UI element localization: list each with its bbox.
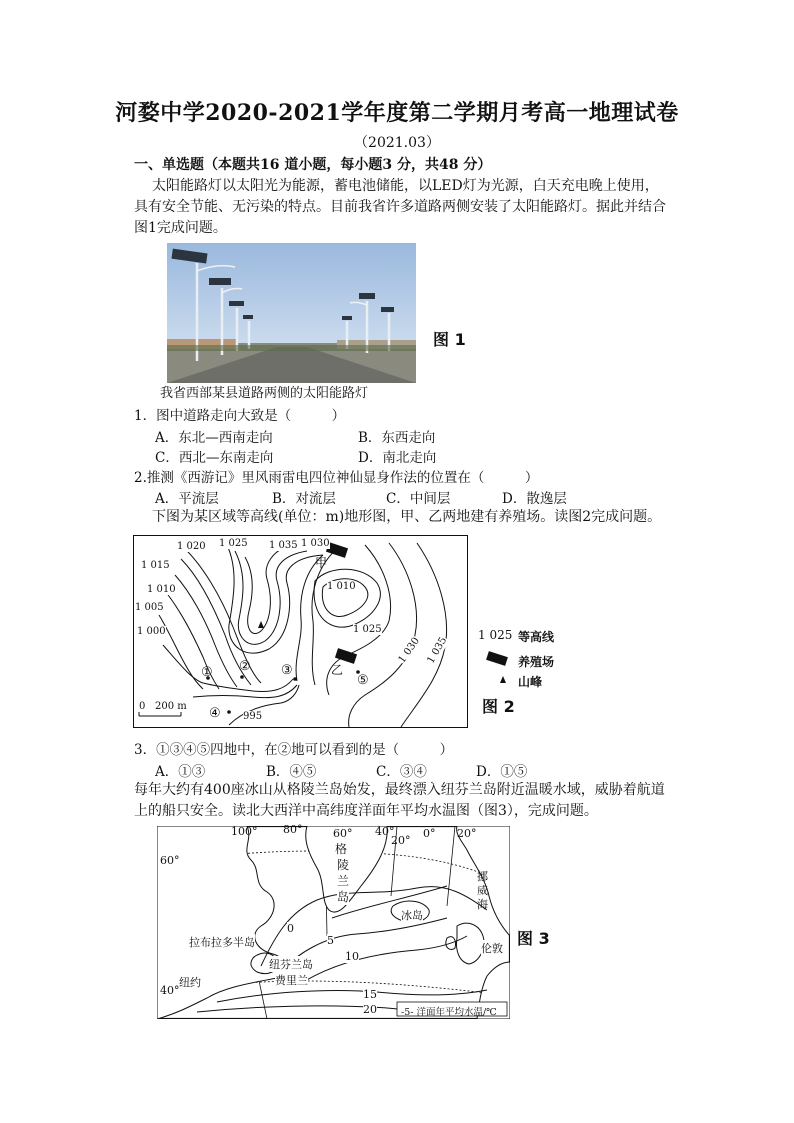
intro3-line1: 每年大约有400座冰山从格陵兰岛始发，最终漂入纽芬兰岛附近温暖水域，威胁着航道	[134, 782, 665, 798]
place-greenland-1: 格	[335, 842, 348, 856]
figure-1-caption: 我省西部某县道路两侧的太阳能路灯	[160, 386, 369, 401]
isotherm-label: 10	[345, 950, 359, 963]
contour-label: 1 030	[301, 538, 330, 549]
figure-2-label: 图 2	[482, 697, 515, 716]
place-ferryland: 费里兰	[275, 974, 308, 987]
figure-1-photo	[167, 243, 416, 383]
section-heading: 一、单选题（本题共16 道小题，每小题3 分，共48 分）	[134, 157, 492, 173]
point-5: ⑤	[357, 673, 369, 688]
place-labrador: 拉布拉多半岛	[189, 936, 255, 949]
q1-option-c[interactable]: C．西北—东南走向	[155, 450, 274, 466]
lon-label: 20°	[391, 834, 411, 847]
place-greenland-4: 岛	[337, 890, 350, 904]
place-jia: 甲	[315, 556, 328, 570]
q2-option-d[interactable]: D．散逸层	[502, 491, 567, 507]
place-norwegian-sea-3: 海	[477, 898, 488, 911]
contour-label: 995	[243, 711, 263, 722]
lat-label: 40°	[160, 984, 180, 997]
q3-option-b[interactable]: B．④⑤	[266, 764, 317, 780]
lon-label: 20°	[457, 827, 477, 840]
page-title: 河婺中学2020-2021学年度第二学期月考高一地理试卷	[115, 100, 679, 126]
point-4: ④	[209, 706, 221, 721]
point-2: ②	[239, 659, 251, 674]
place-greenland-3: 兰	[337, 874, 350, 888]
contour-label: 1 030	[396, 635, 423, 666]
q2-option-b[interactable]: B．对流层	[272, 491, 336, 507]
place-london: 伦敦	[481, 942, 503, 955]
intro3-line2: 上的船只安全。读北大西洋中高纬度洋面年平均水温图（图3），完成问题。	[134, 803, 598, 819]
intro2-line1: 下图为某区域等高线(单位：m)地形图，甲、乙两地建有养殖场。读图2完成问题。	[152, 509, 662, 525]
scale-label: 200 m	[155, 701, 187, 712]
isotherm-label: 5	[327, 934, 334, 947]
peak-icon	[500, 676, 506, 683]
legend-contour: 等高线	[518, 630, 555, 644]
isotherm-legend: -5- 洋面年平均水温/℃	[401, 1007, 497, 1018]
question-1-stem: 1．图中道路走向大致是（ ）	[134, 408, 346, 424]
contour-label: 1 000	[137, 626, 166, 637]
contour-label: 1 025	[353, 624, 382, 635]
exam-date: （2021.03）	[354, 135, 440, 151]
legend-contour-value: 1 025	[478, 628, 513, 642]
point-1: ①	[201, 665, 213, 680]
lon-label: 80°	[283, 823, 303, 836]
figure-3-label: 图 3	[517, 929, 550, 948]
lon-label: 60°	[333, 827, 353, 840]
question-3-stem: 3．①③④⑤四地中，在②地可以看到的是（ ）	[134, 742, 454, 758]
isotherm-label: 0	[287, 922, 294, 935]
place-newfoundland: 纽芬兰岛	[269, 958, 313, 971]
place-norwegian-sea-2: 威	[477, 884, 488, 897]
place-yi: 乙	[331, 663, 344, 677]
figure-3-map	[157, 823, 510, 1019]
q3-option-a[interactable]: A．①③	[155, 764, 206, 780]
intro1-line2: 具有安全节能、无污染的特点。目前我省许多道路两侧安装了太阳能路灯。据此并结合	[134, 199, 666, 215]
isotherm-label: 20	[363, 1003, 377, 1016]
q3-option-c[interactable]: C．③④	[376, 764, 427, 780]
q1-option-b[interactable]: B．东西走向	[358, 430, 436, 446]
contour-label: 1 015	[141, 560, 170, 571]
scale-zero: 0	[139, 701, 146, 712]
legend-peak: 山峰	[518, 675, 543, 689]
lon-label: 40°	[375, 825, 395, 838]
q2-option-c[interactable]: C．中间层	[386, 491, 451, 507]
contour-label: 1 005	[135, 602, 164, 613]
contour-label: 1 035	[425, 635, 450, 666]
contour-label: 1 020	[177, 541, 206, 552]
intro1-line1: 太阳能路灯以太阳光为能源，蓄电池储能，以LED灯为光源，白天充电晚上使用，	[152, 178, 659, 194]
q1-option-d[interactable]: D．南北走向	[358, 450, 437, 466]
contour-label: 1 010	[327, 581, 356, 592]
contour-label: 1 025	[219, 538, 248, 549]
isotherm-label: 15	[363, 988, 377, 1001]
lat-label: 60°	[160, 854, 180, 867]
q1-option-a[interactable]: A．东北—西南走向	[155, 430, 273, 446]
place-greenland-2: 陵	[337, 858, 350, 872]
contour-label: 1 035	[269, 540, 298, 551]
figure-1-label: 图 1	[433, 330, 466, 349]
figure-2-contour-map	[133, 535, 468, 728]
question-2-stem: 2.推测《西游记》里风雨雷电四位神仙显身作法的位置在（ ）	[134, 470, 539, 486]
place-iceland: 冰岛	[401, 909, 423, 922]
legend-farm: 养殖场	[518, 655, 555, 669]
contour-label: 1 010	[147, 584, 176, 595]
q3-option-d[interactable]: D．①⑤	[476, 764, 528, 780]
q2-option-a[interactable]: A．平流层	[155, 491, 219, 507]
place-new-york: 纽约	[179, 976, 201, 989]
lon-label: 100°	[231, 825, 258, 838]
farm-icon	[486, 651, 508, 666]
point-3: ③	[281, 663, 293, 678]
intro1-line3: 图1完成问题。	[134, 220, 227, 236]
place-norwegian-sea-1: 挪	[477, 870, 488, 883]
lon-label: 0°	[423, 827, 436, 840]
